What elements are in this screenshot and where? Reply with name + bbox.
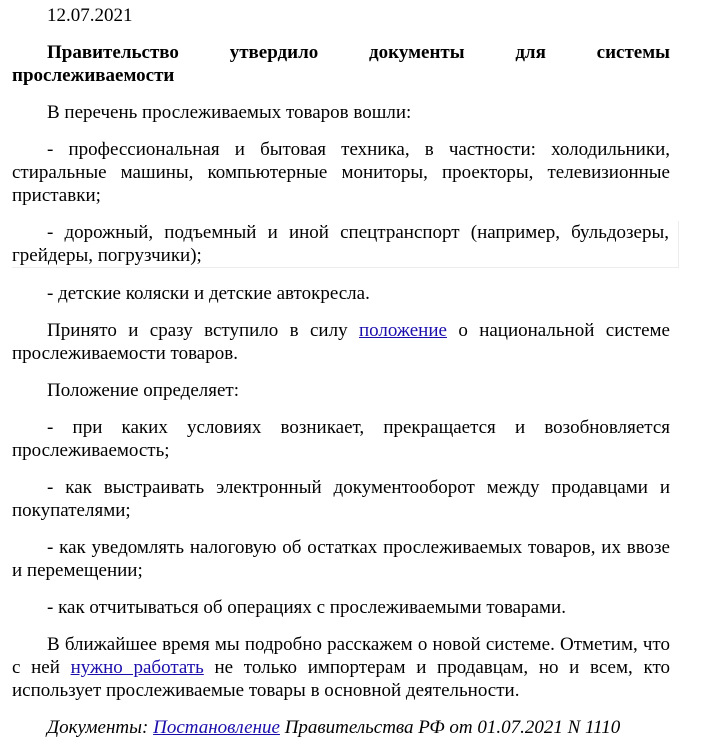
article-title-line-1: Правительство утвердило документы для системы: [47, 42, 670, 63]
adopted-text-before: Принято и сразу вступило в силу: [47, 320, 359, 341]
documents-line: [12, 716, 670, 739]
closing-text-before: В ближайшее время мы подробно расскажем о новой системе. Отметим, что с ней: [12, 634, 670, 678]
list-item: - профессиональная и бытовая техника, в частности: холодильники, стиральные машины, компьютерные мониторы, проекторы, телевизионные приставки;: [12, 139, 670, 206]
documents-suffix: Правительства РФ от 01.07.2021 N 1110: [279, 717, 621, 738]
regulation-link[interactable]: положение: [358, 320, 447, 341]
document-body: [12, 4, 670, 739]
list-item: - дорожный, подъемный и иной спецтранспорт (например, бульдозеры, грейдеры, погрузчики);: [12, 221, 679, 268]
defines-paragraph: Положение определяет:: [47, 380, 239, 401]
list-item: - при каких условиях возникает, прекращается и возобновляется прослеживаемость;: [12, 417, 670, 461]
documents-prefix: Документы:: [47, 717, 154, 738]
list-item: - как выстраивать электронный документооборот между продавцами и покупателями;: [12, 477, 670, 521]
list-item: - детские коляски и детские автокресла.: [47, 283, 370, 304]
adopted-paragraph: [12, 319, 670, 365]
adopted-text-after: о национальной системе прослеживаемости товаров.: [12, 320, 670, 364]
closing-paragraph: [12, 633, 670, 702]
article-title-line-2: прослеживаемости: [12, 65, 175, 86]
closing-text-after: не только импортерам и продавцам, но и всем, кто использует прослеживаемые товары в основной деятельности.: [12, 657, 670, 701]
publication-date: 12.07.2021: [47, 5, 133, 26]
list-item: - как уведомлять налоговую об остатках прослеживаемых товаров, их ввозе и перемещении;: [12, 537, 670, 581]
list-item: - как отчитываться об операциях с прослеживаемыми товарами.: [47, 597, 566, 618]
resolution-link[interactable]: Постановление: [153, 717, 280, 738]
must-work-link[interactable]: нужно работать: [70, 657, 204, 678]
intro-paragraph: В перечень прослеживаемых товаров вошли:: [47, 102, 412, 123]
